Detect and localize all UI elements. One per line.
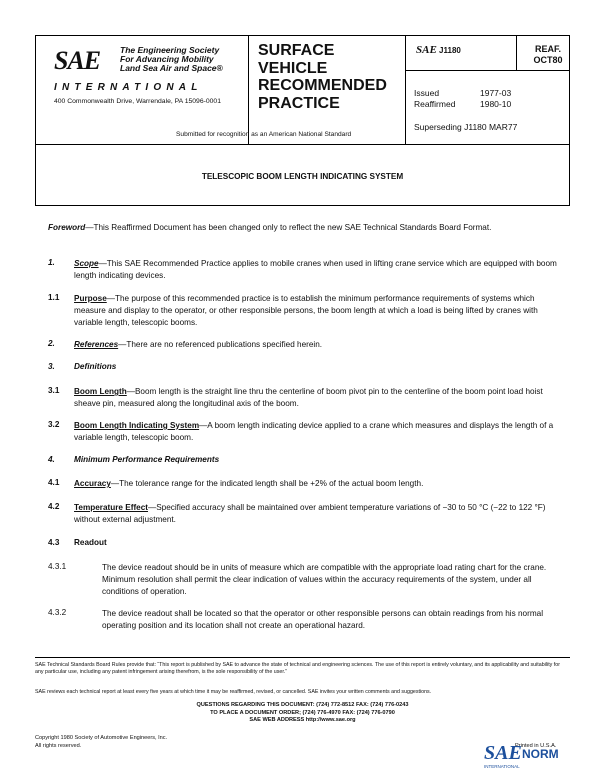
contact-info: [35, 702, 570, 725]
section-number: 4.3.1: [48, 562, 67, 571]
copyright: [35, 734, 167, 750]
section-number: 4.3.2: [48, 608, 67, 617]
section-scope: [74, 258, 560, 282]
section-label: Purpose: [74, 294, 107, 303]
reaf-line: REAF.: [534, 44, 561, 54]
brand-sub: INTERNATIONAL: [484, 764, 520, 769]
section-label: Boom Length: [74, 387, 127, 396]
section-text: —The purpose of this recommended practice is to establish the minimum performance requirements of systems which measure and display to the operator, or other responsible persons, the boom length at which a load is being lifted by cranes with variable length, telescopic booms.: [74, 294, 538, 327]
section-number: 3.2: [48, 420, 60, 429]
document-category: [258, 42, 387, 112]
footer-rule: [35, 657, 570, 658]
section-definitions: Definitions: [74, 362, 117, 371]
tagline-line: For Advancing Mobility: [120, 54, 214, 64]
section-number: 4.3: [48, 538, 60, 547]
submitted-note: Submitted for recognition as an American National Standard: [176, 131, 352, 138]
section-readout-units: The device readout should be in units of measure which are compatible with the appropriate load rating chart for the crane. Minimum resolution shall permit the clear indication of values within the accuracy requirements of the system, under all conditions of operation.: [102, 563, 547, 596]
section-text: —Boom length is the straight line thru the centerline of boom pivot pin to the centerline of the boom point load hoist sheave pin, measured along the longitudinal axis of the boom.: [74, 387, 543, 408]
section-number: 3.1: [48, 386, 60, 395]
section-text: —This SAE Recommended Practice applies to mobile cranes when used in lifting crane service which are equipped with boom length indicating devices.: [74, 259, 557, 280]
contact-line: QUESTIONS REGARDING THIS DOCUMENT: (724) 772-8512 FAX: (724) 776-0243: [196, 702, 409, 708]
section-number: 4.: [48, 455, 55, 464]
norm-label: NORM: [522, 747, 559, 761]
section-temperature: [74, 502, 560, 526]
reaffirmed-label: Reaffirmed: [414, 99, 456, 109]
document-title: TELESCOPIC BOOM LENGTH INDICATING SYSTEM: [201, 172, 404, 181]
section-label: Scope: [74, 259, 99, 268]
section-number: 1.: [48, 258, 55, 267]
section-number: 4.1: [48, 478, 60, 487]
section-accuracy: [74, 478, 560, 490]
section-references: [74, 339, 560, 351]
copyright-line: Copyright 1980 Society of Automotive Engineers, Inc.: [35, 735, 168, 741]
divider: [248, 36, 249, 144]
international-label: INTERNATIONAL: [54, 82, 203, 93]
title-line: VEHICLE: [258, 59, 328, 77]
section-indicating-system: [74, 420, 560, 444]
section-number: 2.: [48, 339, 55, 348]
section-purpose: [74, 293, 560, 329]
address: 400 Commonwealth Drive, Warrendale, PA 15096-0001: [54, 98, 221, 105]
section-text: —Specified accuracy shall be maintained over ambient temperature variations of −30 to 50 °C (−22 to 122 °F) without external adjustment.: [74, 503, 546, 524]
rights-line: All rights reserved.: [35, 743, 82, 749]
foreword-label: Foreword: [48, 223, 86, 232]
sae-logo: SAE: [54, 46, 101, 75]
section-text: —There are no referenced publications specified herein.: [118, 340, 323, 349]
reaffirmed-value: 1980-10: [480, 99, 512, 109]
reaf-line: OCT80: [533, 55, 563, 65]
section-readout-location: The device readout shall be located so that the operator or other responsible persons can obtain readings from his normal operating position and its location shall not create an operational hazard.: [102, 609, 544, 630]
contact-line: SAE WEB ADDRESS http://www.sae.org: [249, 717, 356, 724]
divider: [516, 36, 517, 70]
section-number: 3.: [48, 362, 55, 371]
divider: [405, 36, 406, 144]
header-box: [35, 35, 570, 145]
foreword-text: —This Reaffirmed Document has been changed only to reflect the new SAE Technical Standards Board Format.: [85, 223, 492, 232]
sae-norm-logo: SAE: [484, 742, 522, 764]
section-number: 1.1: [48, 293, 60, 302]
tagline-line: The Engineering Society: [120, 45, 220, 55]
society-tagline: [120, 46, 223, 73]
tagline-line: Land Sea Air and Space®: [120, 63, 223, 73]
policy-note: SAE Technical Standards Board Rules provide that: “This report is published by SAE to advance the state of technical and engineering sciences. The use of this report is entirely voluntary, and its applicability and suitability for any particular use, including any patent infringement arising therefrom, is the sole responsibility of the user.”: [35, 662, 560, 675]
divider: [405, 70, 569, 71]
section-label: Boom Length Indicating System: [74, 421, 200, 430]
title-line: PRACTICE: [258, 94, 340, 112]
section-text: —A boom length indicating device applied to a crane which measures and displays the length of a variable length, telescopic boom.: [74, 421, 554, 442]
contact-line: TO PLACE A DOCUMENT ORDER; (724) 776-4970 FAX: (724) 776-0790: [210, 709, 395, 716]
superseding: Superseding J1180 MAR77: [414, 122, 518, 132]
section-label: Accuracy: [74, 479, 111, 488]
section-label: Temperature Effect: [74, 503, 149, 512]
section-boom-length: [74, 386, 560, 410]
review-note: SAE reviews each technical report at least every five years at which time it may be reaffirmed, revised, or cancelled. SAE invites your written comments and suggestions.: [35, 689, 432, 695]
foreword: [48, 222, 560, 234]
issued-label: Issued: [414, 88, 440, 98]
printed-note: Printed in U.S.A.: [515, 743, 557, 749]
title-line: RECOMMENDED: [258, 77, 387, 94]
section-label: References: [74, 340, 119, 349]
sae-mini-logo: SAE: [416, 44, 437, 56]
rule: [35, 205, 570, 206]
doc-number: [416, 44, 461, 56]
issued-value: 1977-03: [480, 88, 512, 98]
section-text: —The tolerance range for the indicated length shall be +2% of the actual boom length.: [110, 479, 424, 488]
title-line: SURFACE: [258, 42, 335, 59]
reaf-stamp: [526, 44, 570, 66]
section-readout: Readout: [74, 538, 107, 547]
section-number: 4.2: [48, 502, 60, 511]
doc-number-value: J1180: [439, 46, 461, 55]
section-min-performance: Minimum Performance Requirements: [74, 455, 220, 464]
